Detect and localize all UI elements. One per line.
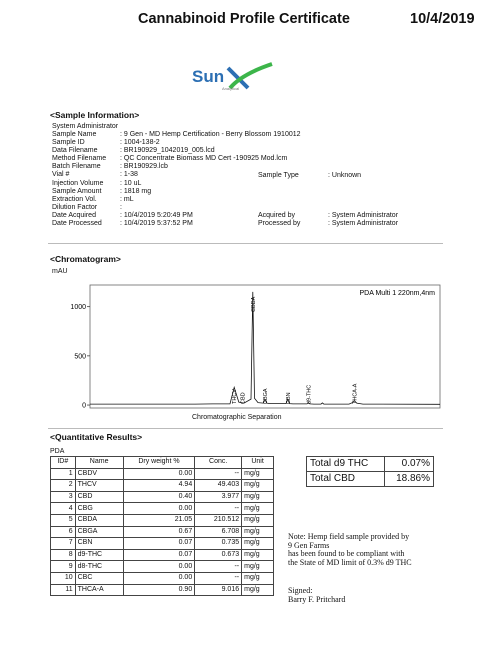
info-label: Sample ID (52, 139, 85, 147)
info-label: Date Processed (52, 220, 102, 228)
table-cell: CBN (75, 538, 123, 550)
chromatogram-trace (90, 292, 440, 404)
table-cell: 9 (51, 561, 76, 573)
table-cell: 0.07 (123, 538, 195, 550)
table-cell: 0.673 (195, 549, 242, 561)
logo-subtext: Analytical (222, 86, 240, 91)
table-cell: 0.67 (123, 526, 195, 538)
column-header: Unit (242, 457, 274, 469)
quant-table (50, 456, 274, 596)
table-cell: 4.94 (123, 480, 195, 492)
table-cell: 7 (51, 538, 76, 550)
info-value: : 10/4/2019 5:37:52 PM (120, 220, 193, 228)
peak-label: CBN (285, 392, 292, 404)
quant-heading: <Quantitative Results> (50, 432, 143, 442)
table-cell: 210.512 (195, 514, 242, 526)
table-cell: 0.00 (123, 561, 195, 573)
info-value: : QC Concentrate Biomass MD Cert -190925 Mod.lcm (120, 155, 288, 163)
table-cell: 21.05 (123, 514, 195, 526)
y-unit-label: mAU (52, 268, 68, 275)
info-value: : 1818 mg (120, 187, 152, 195)
info-value: : BR190929.lcb (120, 163, 168, 171)
info-label: Sample Amount (52, 187, 102, 195)
y-tick-label: 0 (82, 402, 86, 410)
table-row (51, 561, 274, 573)
info-label: Vial # (52, 171, 70, 179)
x-caption: Chromatographic Separation (192, 414, 282, 421)
table-cell: 8 (51, 549, 76, 561)
table-cell: 0.735 (195, 538, 242, 550)
table-cell: 1 (51, 468, 76, 480)
svg-text:Sun: Sun (192, 67, 225, 86)
signed-label: Signed: (288, 586, 313, 595)
table-cell: CBGA (75, 526, 123, 538)
processed-by-value: : System Administrator (328, 220, 399, 227)
table-cell: mg/g (242, 468, 274, 480)
chromatogram-heading: <Chromatogram> (50, 254, 121, 264)
table-row (51, 480, 274, 492)
peak-label: THCV (232, 389, 239, 404)
info-value: : 10 uL (120, 179, 142, 187)
info-value: : mL (120, 195, 134, 203)
table-cell: mg/g (242, 491, 274, 503)
sample-type-value: : Unknown (328, 171, 362, 179)
note-line: the State of MD limit of 0.3% d9 THC (288, 557, 412, 567)
note-line: Note: Hemp field sample provided by (288, 532, 410, 541)
info-label: Method Filename (52, 155, 107, 163)
table-cell: CBC (75, 572, 123, 584)
info-label: Sample Name (52, 131, 97, 138)
table-cell: d8-THC (75, 561, 123, 573)
info-label: Batch Filename (52, 163, 101, 171)
certificate-date: 10/4/2019 (410, 11, 475, 27)
processed-by-label: Processed by (258, 220, 301, 227)
sunx-logo (190, 60, 310, 94)
table-cell: mg/g (242, 538, 274, 550)
column-header: Conc. (195, 457, 242, 469)
acquired-by-label: Acquired by (258, 212, 295, 219)
table-row (51, 514, 274, 526)
y-tick-label: 1000 (70, 304, 86, 312)
table-cell: mg/g (242, 480, 274, 492)
table-row (51, 491, 274, 503)
table-cell: mg/g (242, 526, 274, 538)
acquired-by-value: : System Administrator (328, 212, 399, 219)
table-cell: CBDA (75, 514, 123, 526)
table-cell: CBG (75, 503, 123, 515)
table-cell: 0.00 (123, 572, 195, 584)
info-value: : (120, 203, 122, 211)
pda-label: PDA (50, 448, 65, 455)
sample-type-label: Sample Type (258, 171, 299, 179)
info-label: Extraction Vol. (52, 195, 97, 203)
column-header: ID# (51, 457, 76, 469)
table-row (51, 538, 274, 550)
table-row (51, 584, 274, 596)
peak-label: CBGA (263, 388, 269, 404)
peak-label: CBD (240, 392, 247, 404)
sample-info-heading: <Sample Information> (50, 110, 140, 120)
table-cell: CBDV (75, 468, 123, 480)
signer-name: Barry F. Pritchard (288, 595, 346, 604)
column-header: Name (75, 457, 123, 469)
info-label: Injection Volume (52, 179, 104, 187)
table-cell: 0.07 (123, 549, 195, 561)
detector-label: PDA Multi 1 220nm,4nm (359, 290, 435, 297)
table-cell: 3.977 (195, 491, 242, 503)
totals-table (306, 456, 434, 487)
table-cell: 0.00 (123, 503, 195, 515)
certificate-title: Cannabinoid Profile Certificate (138, 11, 350, 27)
table-cell: 0.40 (123, 491, 195, 503)
totals-value: 0.07% (385, 457, 434, 472)
info-label: Date Acquired (52, 211, 96, 219)
table-cell: mg/g (242, 584, 274, 596)
table-cell: -- (195, 503, 242, 515)
info-value: : 1004-138-2 (120, 139, 160, 147)
table-cell: mg/g (242, 503, 274, 515)
table-cell: CBD (75, 491, 123, 503)
table-cell: THCV (75, 480, 123, 492)
info-label: Data Filename (52, 147, 98, 155)
chromatogram-chart (30, 282, 450, 427)
table-row (51, 468, 274, 480)
table-cell: 6 (51, 526, 76, 538)
totals-label: Total d9 THC (307, 457, 385, 472)
compliance-note (288, 533, 412, 567)
table-cell: d9-THC (75, 549, 123, 561)
totals-row (307, 472, 434, 487)
totals-row (307, 457, 434, 472)
peak-label: THCA-A (352, 383, 359, 404)
table-cell: mg/g (242, 514, 274, 526)
table-row (51, 549, 274, 561)
sample-info-top-line: System Administrator (52, 123, 119, 130)
table-cell: 4 (51, 503, 76, 515)
column-header: Dry weight % (123, 457, 195, 469)
table-cell: 0.90 (123, 584, 195, 596)
note-line: has been found to be compliant with (288, 549, 405, 559)
table-cell: 0.00 (123, 468, 195, 480)
divider (48, 243, 443, 244)
table-cell: mg/g (242, 561, 274, 573)
info-value: : 1-38 (120, 171, 138, 179)
table-cell: 10 (51, 572, 76, 584)
info-label: Dilution Factor (52, 203, 98, 211)
info-value: : 9 Gen - MD Hemp Certification - Berry Blossom 1910012 (120, 131, 301, 138)
table-row (51, 526, 274, 538)
info-value: : BR190929_1042019_005.lcd (120, 147, 215, 155)
table-row (51, 503, 274, 515)
divider (48, 428, 443, 429)
y-tick-label: 500 (74, 353, 86, 361)
totals-label: Total CBD (307, 472, 385, 487)
table-cell: mg/g (242, 549, 274, 561)
table-cell: 2 (51, 480, 76, 492)
totals-value: 18.86% (385, 472, 434, 487)
table-cell: mg/g (242, 572, 274, 584)
table-cell: THCA-A (75, 584, 123, 596)
table-cell: 49.403 (195, 480, 242, 492)
table-cell: 3 (51, 491, 76, 503)
peak-label: CBDA (250, 296, 257, 312)
info-value: : 10/4/2019 5:20:49 PM (120, 211, 193, 219)
table-cell: 9.016 (195, 584, 242, 596)
sample-info-labels (52, 131, 120, 228)
table-cell: -- (195, 468, 242, 480)
table-cell: -- (195, 572, 242, 584)
peak-label: d9-THC (306, 384, 313, 404)
table-cell: 11 (51, 584, 76, 596)
note-line: 9 Gen Farms (288, 540, 330, 550)
table-cell: 6.708 (195, 526, 242, 538)
table-cell: 5 (51, 514, 76, 526)
table-cell: -- (195, 561, 242, 573)
table-row (51, 572, 274, 584)
